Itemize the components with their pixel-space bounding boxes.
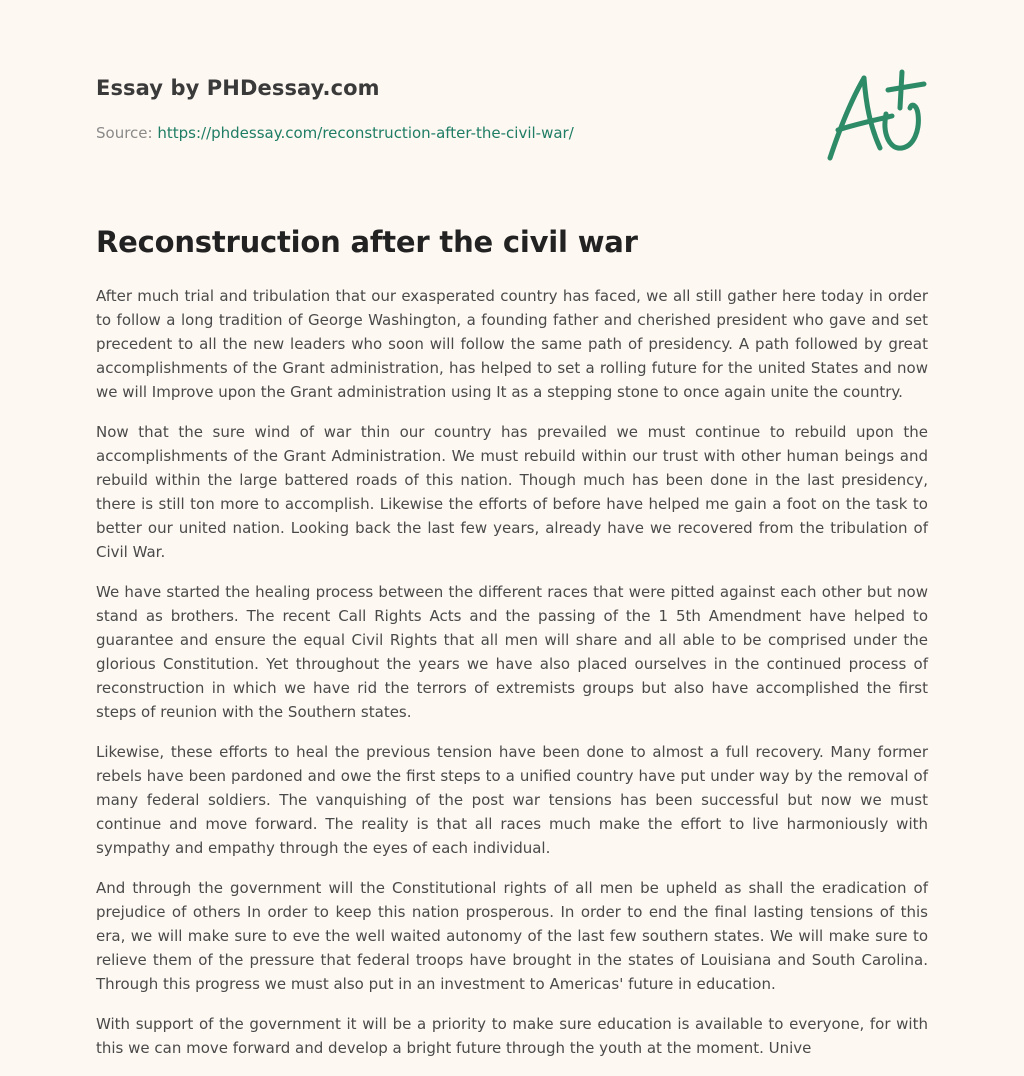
- essay-paragraph: Likewise, these efforts to heal the previous tension have been done to almost a full recovery. Many former rebels have been pardoned and owe the first steps to a unified country have put under way by the removal of many federal soldiers. The vanquishing of the post war tensions has been successful but now we must continue and move forward. The reality is that all races much make the effort to live harmoniously with sympathy and empathy through the eyes of each individual.: [96, 743, 928, 857]
- essay-paragraph: With support of the government it will be a priority to make sure education is available to everyone, for with this we can move forward and develop a bright future through the youth at the moment. Unive: [96, 1015, 928, 1057]
- essay-body: [96, 284, 928, 1076]
- a-plus-logo-icon: [820, 64, 930, 164]
- essay-paragraph: After much trial and tribulation that our exasperated country has faced, we all still gather here today in order to follow a long tradition of George Washington, a founding father and cherished president who gave and set precedent to all the new leaders who soon will follow the same path of presidency. A path followed by great accomplishments of the Grant administration, has helped to set a rolling future for the united States and now we will Improve upon the Grant administration using It as a stepping stone to once again unite the country.: [96, 287, 928, 401]
- essay-paragraph: We have started the healing process between the different races that were pitted against each other but now stand as brothers. The recent Call Rights Acts and the passing of the 1 5th Amendment have helped to guarantee and ensure the equal Civil Rights that all men will share and all able to be comprised under the glorious Constitution. Yet throughout the years we have also placed ourselves in the continued process of reconstruction in which we have rid the terrors of extremists groups but also have accomplished the first steps of reunion with the Southern states.: [96, 583, 928, 721]
- essay-paragraph: And through the government will the Constitutional rights of all men be upheld as shall the eradication of prejudice of others In order to keep this nation prosperous. In order to end the final lasting tensions of this era, we will make sure to eve the well waited autonomy of the last few southern states. We will make sure to relieve them of the pressure that federal troops have brought in the states of Louisiana and South Carolina. Through this progress we must also put in an investment to Americas' future in education.: [96, 879, 928, 993]
- essay-title: Reconstruction after the civil war: [96, 225, 638, 259]
- essay-paragraph: Now that the sure wind of war thin our country has prevailed we must continue to rebuild upon the accomplishments of the Grant Administration. We must rebuild within our trust with other human beings and rebuild within the large battered roads of this nation. Though much has been done in the last presidency, there is still ton more to accomplish. Likewise the efforts of before have helped me gain a foot on the task to better our united nation. Looking back the last few years, already have we recovered from the tribulation of Civil War.: [96, 423, 928, 561]
- source-link[interactable]: https://phdessay.com/reconstruction-after-the-civil-war/: [157, 124, 574, 142]
- source-label: Source:: [96, 124, 153, 142]
- site-title: Essay by PHDessay.com: [96, 76, 380, 100]
- source-line: [96, 124, 574, 142]
